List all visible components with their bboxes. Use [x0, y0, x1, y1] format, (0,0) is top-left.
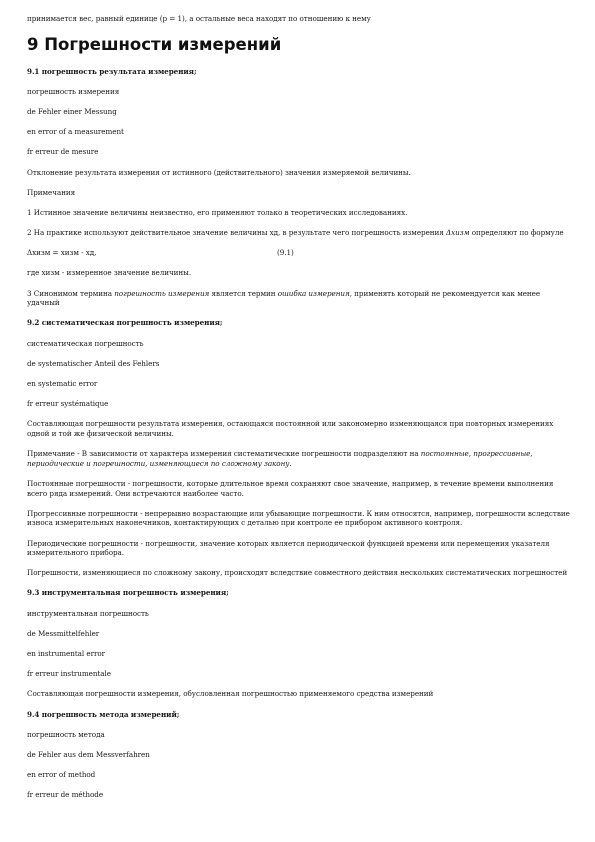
term-9-3-de: de Messmittelfehler [27, 628, 100, 638]
term-9-4-heading: 9.4 погрешность метода измерений; [27, 709, 180, 719]
term-9-2-note-terms: постоянные, прогрессивные, периодические и погрешности, изменяющиеся по сложному закону [27, 449, 533, 468]
term-9-3-definition: Составляющая погрешности измерения, обусловленная погрешностью применяемого средства измерений [27, 689, 434, 699]
note-3-text-a: 3 Синонимом термина [27, 288, 115, 298]
formula-where: где xизм - измеренное значение величины. [27, 268, 192, 278]
term-9-2-synonym: систематическая погрешность [27, 338, 144, 348]
term-9-1-synonym: погрешность измерения [27, 86, 120, 96]
note-2-text-a: 2 На практике используют действительное значение величины xд, в результате чего погрешность измерения [27, 228, 446, 238]
term-9-4-synonym: погрешность метода [27, 729, 105, 739]
note-3-text-b: является термин [209, 288, 278, 298]
term-9-2-definition: Составляющая погрешности результата измерения, остающаяся постоянной или закономерно изменяющаяся при повторных измерениях одной и той же физической величины. [27, 419, 554, 438]
term-9-1-fr: fr erreur de mesure [27, 147, 99, 157]
term-9-2-fr: fr erreur systématique [27, 399, 109, 409]
term-9-4-de: de Fehler aus dem Messverfahren [27, 749, 150, 759]
term-9-2-heading: 9.2 систематическая погрешность измерения; [27, 318, 223, 328]
notes-label: Примечания [27, 187, 76, 197]
term-9-2-note-b: . [289, 458, 292, 468]
note-3-term-1: погрешность измерения [114, 288, 210, 298]
term-9-2-de: de systematischer Anteil des Fehlers [27, 358, 160, 368]
progressive-errors-paragraph: Прогрессивные погрешности - непрерывно возрастающие или убывающие погрешности. К ним относятся, например, погрешности вследствие износа измерительных наконечников, контактирующих с деталью при контроле ее прибором активного контроля. [27, 508, 570, 528]
term-9-2-note [27, 449, 572, 468]
term-9-1-heading: 9.1 погрешность результата измерения; [27, 66, 197, 76]
term-9-1-de: de Fehler einer Messung [27, 106, 117, 116]
term-9-3-synonym: инструментальная погрешность [27, 608, 149, 618]
term-9-3-en: en instrumental error [27, 649, 106, 659]
note-1: 1 Истинное значение величины неизвестно, его применяют только в теоретических исследованиях. [27, 207, 408, 217]
note-3-text-c: , применять который не рекомендуется как менее удачный [27, 288, 541, 308]
formula-9-1 [27, 248, 572, 258]
term-9-2-en: en systematic error [27, 379, 98, 388]
term-9-1-en: en error of a measurement [27, 127, 124, 137]
formula-number: (9.1) [277, 248, 294, 258]
complex-errors-paragraph: Погрешности, изменяющиеся по сложному закону, происходят вследствие совместного действия нескольких систематических погрешностей [27, 568, 568, 578]
note-3-term-2: ошибка измерения [277, 288, 350, 298]
term-9-4-en: en error of method [27, 770, 96, 780]
periodic-errors-paragraph: Периодические погрешности - погрешности, значение которых является периодической функцией времени или перемещения указателя измерительного прибора. [27, 538, 550, 558]
note-3 [27, 289, 572, 308]
note-2-symbol: Δxизм [446, 228, 470, 238]
term-9-3-fr: fr erreur instrumentale [27, 669, 111, 679]
continuation-text: принимается вес, равный единице (p = 1), а остальные веса находят по отношению к нему [27, 14, 371, 23]
constant-errors-paragraph: Постоянные погрешности - погрешности, которые длительное время сохраняют свое значение, например, в течение времени выполнения всего ряда измерений. Они встречаются наиболее часто. [27, 478, 554, 498]
term-9-4-fr: fr erreur de méthode [27, 790, 104, 800]
note-2-text-b: определяют по формуле [469, 228, 564, 238]
term-9-1-definition: Отклонение результата измерения от истинного (действительного) значения измеряемой величины. [27, 167, 411, 177]
term-9-3-heading: 9.3 инструментальная погрешность измерения; [27, 588, 229, 598]
document-page [27, 14, 572, 811]
term-9-2-note-a: Примечание - В зависимости от характера измерения систематические погрешности подразделяют на [27, 449, 421, 459]
formula-expression: Δxизм = xизм - xд, [27, 248, 97, 258]
note-2 [27, 228, 572, 238]
section-title: 9 Погрешности измерений [27, 34, 282, 54]
